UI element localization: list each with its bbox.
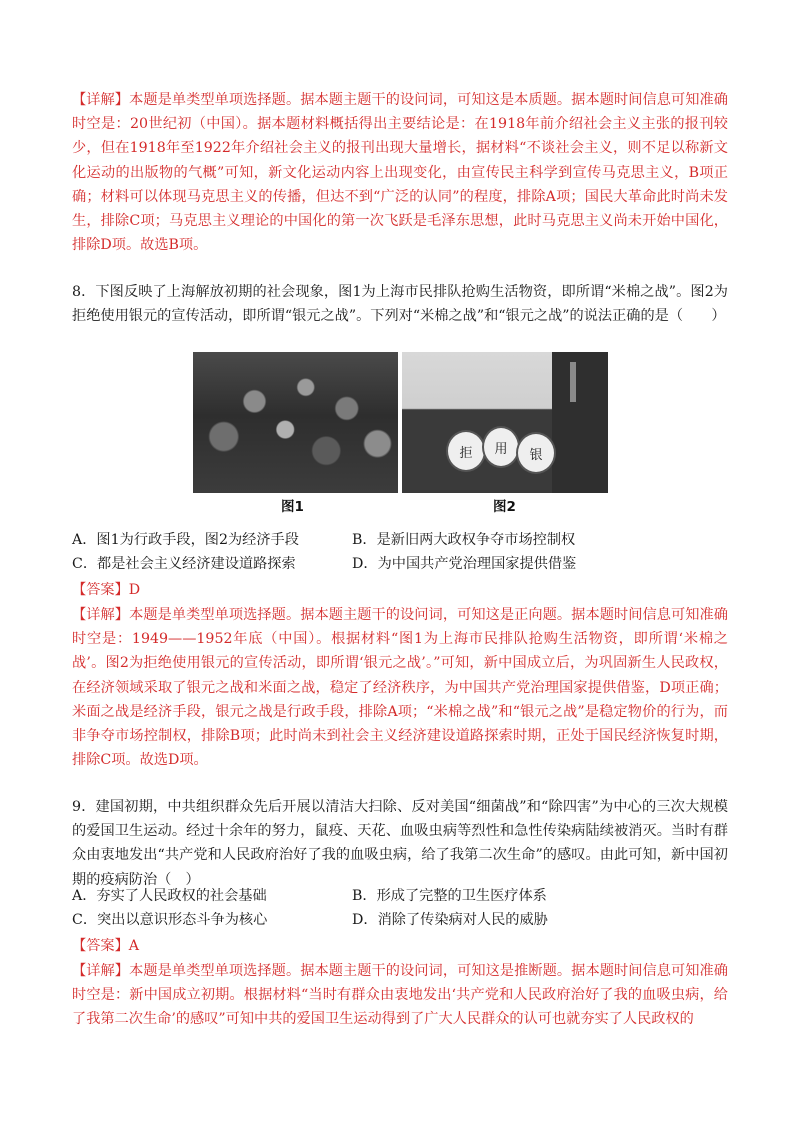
sign-char-3: 银	[529, 447, 543, 463]
q8-option-d[interactable]: D．为中国共产党治理国家提供借鉴	[352, 556, 577, 572]
q9-option-a[interactable]: A．夯实了人民政权的社会基础	[72, 888, 267, 904]
building-shape	[552, 352, 608, 493]
q8-answer	[72, 578, 728, 602]
q8-stem	[72, 280, 728, 328]
figure1-crowd-photo	[193, 352, 398, 493]
q9-option-b[interactable]: B．形成了完整的卫生医疗体系	[352, 888, 547, 904]
detail-text: 本题是单类型单项选择题。据本题主题干的设问词，可知这是正向题。据本题时间信息可知准确时空是：1949——1952年底（中国）。根据材料“图1为上海市民排队抢购生活物资，即所谓‘米棉之战’。图2为拒绝使用银元的宣传活动，即所谓‘银元之战’。”可知，新中国成立后，为巩固新生人民政权，在经济领域采取了银元之战和米面之战，稳定了经济秩序，为中国共产党治理国家提供借鉴，D项正确；米面之战是经济手段，银元之战是行政手段，排除A项；“米棉之战”和“银元之战”是稳定物价的行为，而非争夺市场控制权，排除B项；此时尚未到社会主义经济建设道路探索时期，正处于国民经济恢复时期，排除C项。故选D项。	[72, 607, 728, 769]
q8-option-row-2	[72, 552, 728, 576]
detail-tag: 【详解】	[72, 963, 130, 979]
q9-detail-paragraph	[72, 959, 728, 1032]
q8-option-c[interactable]: C．都是社会主义经济建设道路探索	[72, 556, 296, 572]
sign-char-2: 用	[494, 441, 508, 457]
protest-sign-1	[446, 430, 486, 472]
protest-sign-2	[482, 426, 520, 468]
figure2-protest-photo	[402, 352, 608, 493]
q9-stem	[72, 795, 728, 892]
answer-value: A	[128, 938, 140, 954]
answer-value: D	[128, 582, 141, 598]
q8-stem-text: 8．下图反映了上海解放初期的社会现象，图1为上海市民排队抢购生活物资，即所谓“米棉之战”。图2为拒绝使用银元的宣传活动，即所谓“银元之战”。下列对“米棉之战”和“银元之战”的说法正确的是（ ）	[72, 284, 728, 325]
window-shape	[570, 362, 576, 402]
q8-option-row-1	[72, 528, 728, 552]
figure1-caption: 图1	[281, 499, 304, 515]
q9-option-row-1	[72, 884, 728, 908]
q9-stem-text: 9．建国初期，中共组织群众先后开展以清洁大扫除、反对美国“细菌战”和“除四害”为中心的三次大规模的爱国卫生运动。经过十余年的努力，鼠疫、天花、血吸虫病等烈性和急性传染病陆续被消灭。当时有群众由衷地发出“共产党和人民政府治好了我的血吸虫病，给了我第二次生命”的感叹。由此可知，新中国初期的疫病防治（ ）	[72, 799, 728, 888]
figure2-caption: 图2	[493, 499, 516, 515]
q8-detail-paragraph	[72, 603, 728, 772]
detail-tag: 【详解】	[72, 607, 130, 623]
q9-option-row-2	[72, 908, 728, 932]
detail-text: 本题是单类型单项选择题。据本题主题干的设问词，可知这是本质题。据本题时间信息可知准确时空是：20世纪初（中国）。据本题材料概括得出主要结论是：在1918年前介绍社会主义主张的报刊较少，但在1918年至1922年介绍社会主义的报刊出现大量增长，据材料“不谈社会主义，则不足以称新文化运动的出版物的气概”可知，新文化运动内容上出现变化，由宣传民主科学到宣传马克思主义，B项正确；材料可以体现马克思主义的传播，但达不到“广泛的认同”的程度，排除A项；国民大革命此时尚未发生，排除C项；马克思主义理论的中国化的第一次飞跃是毛泽东思想，此时马克思主义尚未开始中国化，排除D项。故选B项。	[72, 92, 728, 254]
answer-tag: 【答案】	[72, 938, 129, 954]
q8-option-b[interactable]: B．是新旧两大政权争夺市场控制权	[352, 532, 576, 548]
q9-options	[72, 884, 728, 932]
detail-tag: 【详解】	[72, 92, 130, 108]
q8-figures	[193, 352, 608, 515]
sign-char-1: 拒	[459, 445, 473, 461]
q9-option-c[interactable]: C．突出以意识形态斗争为核心	[72, 912, 268, 928]
detail-text: 本题是单类型单项选择题。据本题主题干的设问词，可知这是推断题。据本题时间信息可知准确时空是：新中国成立初期。根据材料“当时有群众由衷地发出‘共产党和人民政府治好了我的血吸虫病，给了我第二次生命’的感叹”可知中共的爱国卫生运动得到了广大人民群众的认可也就夯实了人民政权的	[72, 963, 728, 1028]
q8-options	[72, 528, 728, 576]
q8-option-a[interactable]: A．图1为行政手段，图2为经济手段	[72, 532, 299, 548]
q9-answer	[72, 934, 728, 958]
protest-sign-3	[516, 432, 556, 474]
q9-option-d[interactable]: D．消除了传染病对人民的威胁	[352, 912, 548, 928]
answer-tag: 【答案】	[72, 582, 129, 598]
q7-detail-paragraph	[72, 88, 728, 257]
